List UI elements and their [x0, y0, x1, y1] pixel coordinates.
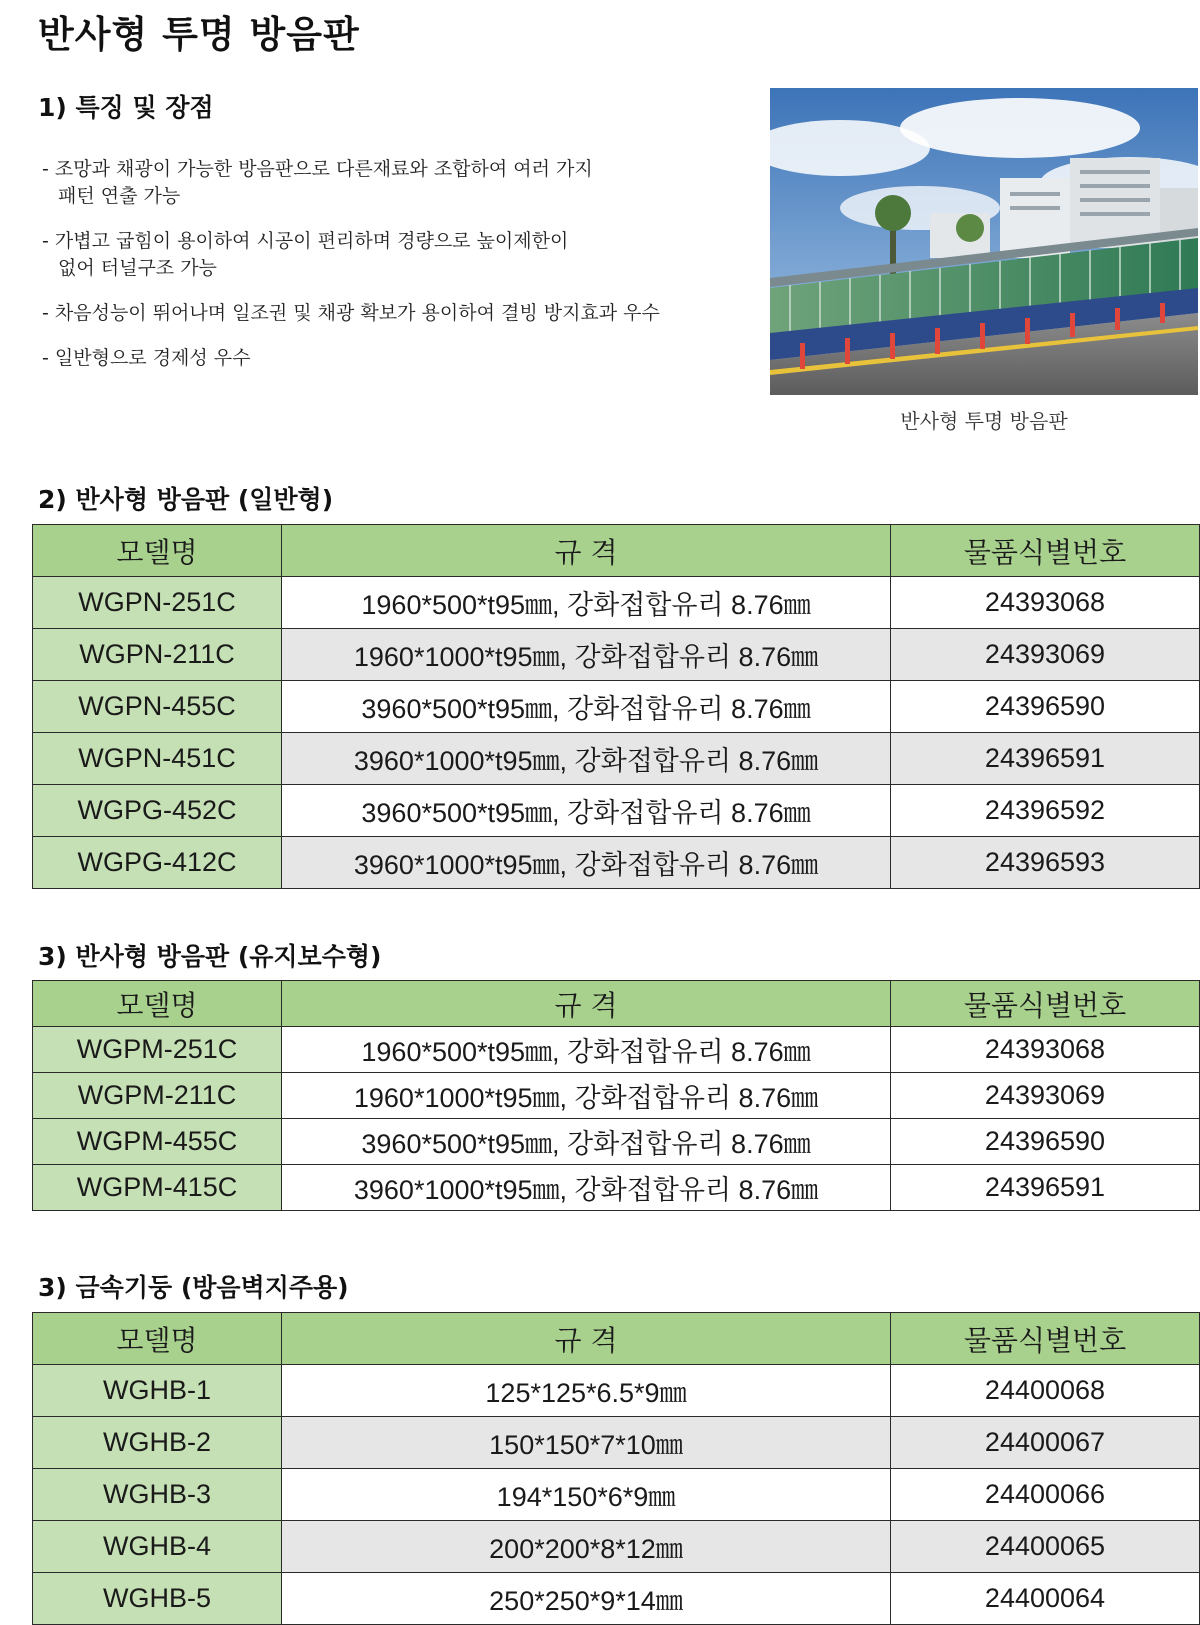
code-cell: 24400066	[891, 1469, 1200, 1521]
spec-cell: 1960*500*t95㎜, 강화접합유리 8.76㎜	[282, 1027, 891, 1073]
table-row	[33, 1027, 1200, 1073]
model-cell: WGPG-452C	[33, 785, 282, 837]
model-cell: WGPN-251C	[33, 577, 282, 629]
spec-cell: 3960*500*t95㎜, 강화접합유리 8.76㎜	[282, 681, 891, 733]
model-cell: WGPN-451C	[33, 733, 282, 785]
header-model: 모델명	[33, 525, 282, 577]
header-spec: 규 격	[282, 525, 891, 577]
code-cell: 24396593	[891, 837, 1200, 889]
table-row	[33, 1119, 1200, 1165]
spec-cell: 3960*1000*t95㎜, 강화접합유리 8.76㎜	[282, 837, 891, 889]
model-cell: WGHB-1	[33, 1365, 282, 1417]
code-cell: 24393069	[891, 1073, 1200, 1119]
spec-cell: 3960*500*t95㎜, 강화접합유리 8.76㎜	[282, 1119, 891, 1165]
page-title: 반사형 투명 방음판	[38, 13, 360, 56]
spec-cell: 250*250*9*14㎜	[282, 1573, 891, 1625]
code-cell: 24396591	[891, 1165, 1200, 1211]
table-row	[33, 733, 1200, 785]
header-code: 물품식별번호	[891, 981, 1200, 1027]
model-cell: WGHB-5	[33, 1573, 282, 1625]
model-cell: WGPM-211C	[33, 1073, 282, 1119]
table-row	[33, 1365, 1200, 1417]
spec-cell: 125*125*6.5*9㎜	[282, 1365, 891, 1417]
header-spec: 규 격	[282, 1313, 891, 1365]
feature-list	[42, 156, 742, 390]
table-row	[33, 1573, 1200, 1625]
feature-item	[42, 345, 742, 372]
feature-item	[42, 156, 742, 210]
code-cell: 24396590	[891, 681, 1200, 733]
code-cell: 24393068	[891, 1027, 1200, 1073]
spec-cell: 1960*500*t95㎜, 강화접합유리 8.76㎜	[282, 577, 891, 629]
section2-table	[32, 524, 1200, 889]
table-row	[33, 577, 1200, 629]
feature-line: - 일반형으로 경제성 우수	[42, 347, 251, 369]
model-cell: WGHB-3	[33, 1469, 282, 1521]
feature-item	[42, 228, 742, 282]
code-cell: 24400065	[891, 1521, 1200, 1573]
spec-cell: 150*150*7*10㎜	[282, 1417, 891, 1469]
spec-cell: 200*200*8*12㎜	[282, 1521, 891, 1573]
model-cell: WGPM-455C	[33, 1119, 282, 1165]
model-cell: WGPN-455C	[33, 681, 282, 733]
section2-heading: 2) 반사형 방음판 (일반형)	[38, 485, 334, 514]
code-cell: 24396591	[891, 733, 1200, 785]
feature-line: - 가볍고 굽힘이 용이하여 시공이 편리하며 경량으로 높이제한이	[42, 230, 569, 252]
model-cell: WGPM-415C	[33, 1165, 282, 1211]
table-row	[33, 681, 1200, 733]
code-cell: 24400067	[891, 1417, 1200, 1469]
table-row	[33, 1417, 1200, 1469]
spec-cell: 1960*1000*t95㎜, 강화접합유리 8.76㎜	[282, 629, 891, 681]
feature-line: - 조망과 채광이 가능한 방음판으로 다른재료와 조합하여 여러 가지	[42, 158, 593, 180]
header-spec: 규 격	[282, 981, 891, 1027]
model-cell: WGPN-211C	[33, 629, 282, 681]
table-header-row	[33, 981, 1200, 1027]
table-row	[33, 837, 1200, 889]
model-cell: WGHB-4	[33, 1521, 282, 1573]
spec-cell: 3960*1000*t95㎜, 강화접합유리 8.76㎜	[282, 1165, 891, 1211]
feature-item	[42, 300, 742, 327]
table-row	[33, 1165, 1200, 1211]
table-header-row	[33, 1313, 1200, 1365]
model-cell: WGPG-412C	[33, 837, 282, 889]
spec-cell: 1960*1000*t95㎜, 강화접합유리 8.76㎜	[282, 1073, 891, 1119]
code-cell: 24396592	[891, 785, 1200, 837]
spec-cell: 3960*1000*t95㎜, 강화접합유리 8.76㎜	[282, 733, 891, 785]
spec-cell: 194*150*6*9㎜	[282, 1469, 891, 1521]
soundproof-wall-photo	[770, 88, 1198, 395]
table-row	[33, 629, 1200, 681]
code-cell: 24393068	[891, 577, 1200, 629]
section4-heading: 3) 금속기둥 (방음벽지주용)	[38, 1273, 349, 1302]
photo-caption: 반사형 투명 방음판	[900, 409, 1068, 433]
table-row	[33, 1521, 1200, 1573]
model-cell: WGHB-2	[33, 1417, 282, 1469]
table-row	[33, 785, 1200, 837]
model-cell: WGPM-251C	[33, 1027, 282, 1073]
section3-heading: 3) 반사형 방음판 (유지보수형)	[38, 942, 382, 971]
header-model: 모델명	[33, 1313, 282, 1365]
section3-table	[32, 980, 1200, 1211]
spec-cell: 3960*500*t95㎜, 강화접합유리 8.76㎜	[282, 785, 891, 837]
section4-table	[32, 1312, 1200, 1625]
feature-line: 패턴 연출 가능	[58, 185, 181, 207]
table-header-row	[33, 525, 1200, 577]
header-code: 물품식별번호	[891, 1313, 1200, 1365]
code-cell: 24393069	[891, 629, 1200, 681]
table-row	[33, 1469, 1200, 1521]
code-cell: 24396590	[891, 1119, 1200, 1165]
code-cell: 24400064	[891, 1573, 1200, 1625]
features-heading: 1) 특징 및 장점	[38, 93, 214, 122]
header-code: 물품식별번호	[891, 525, 1200, 577]
feature-line: - 차음성능이 뛰어나며 일조권 및 채광 확보가 용이하여 결빙 방지효과 우수	[42, 302, 660, 324]
table-row	[33, 1073, 1200, 1119]
feature-line: 없어 터널구조 가능	[58, 257, 217, 279]
header-model: 모델명	[33, 981, 282, 1027]
code-cell: 24400068	[891, 1365, 1200, 1417]
